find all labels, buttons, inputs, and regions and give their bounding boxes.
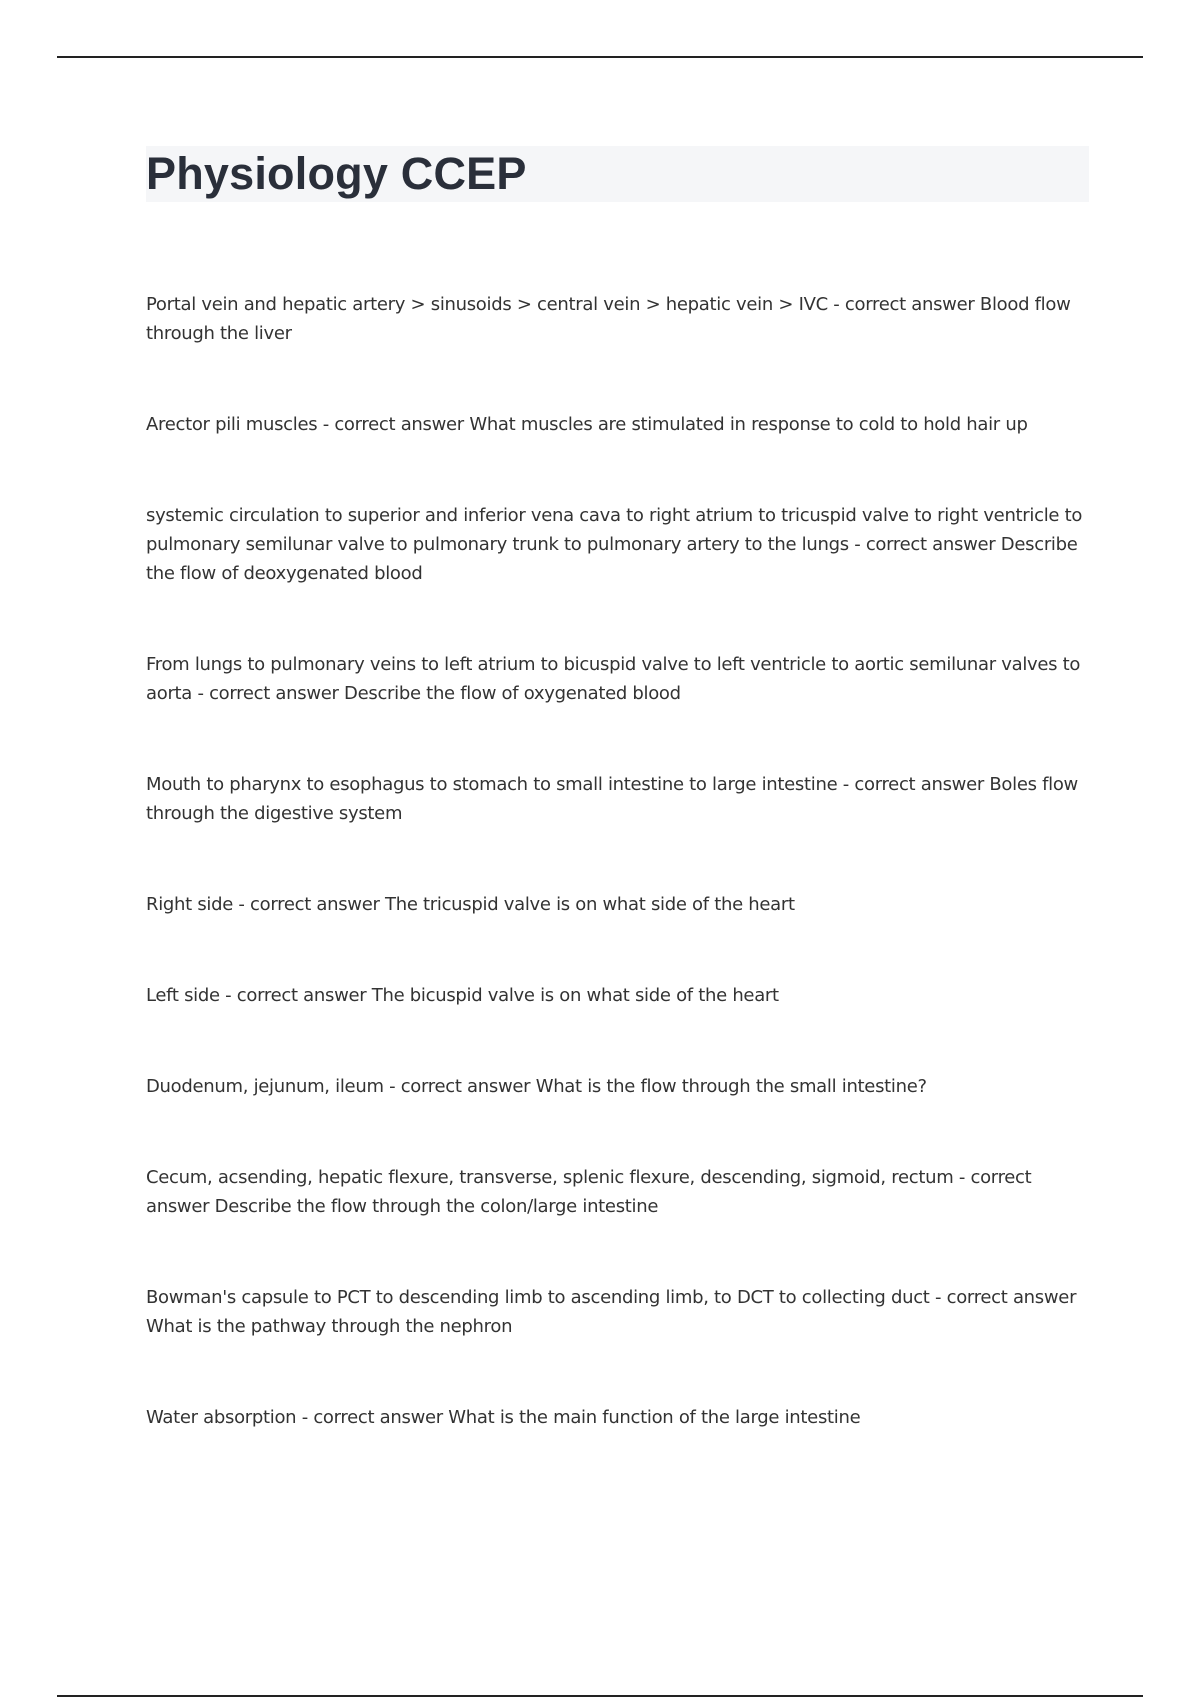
qa-item-digestive-flow: Mouth to pharynx to esophagus to stomach to small intestine to large intestine - correct answer Boles flow through the digestive system bbox=[146, 774, 1078, 824]
qa-item-nephron-pathway: Bowman's capsule to PCT to descending limb to ascending limb, to DCT to collecting duct - correct answer What is the pathway through the nephron bbox=[146, 1287, 1077, 1337]
top-divider bbox=[57, 56, 1143, 58]
qa-item-large-intestine-function: Water absorption - correct answer What is the main function of the large intestine bbox=[146, 1407, 861, 1428]
qa-item-tricuspid-side: Right side - correct answer The tricuspid valve is on what side of the heart bbox=[146, 894, 795, 915]
qa-item-small-intestine: Duodenum, jejunum, ileum - correct answer What is the flow through the small intestine? bbox=[146, 1076, 927, 1097]
bottom-divider bbox=[57, 1695, 1143, 1697]
qa-item-liver-blood-flow: Portal vein and hepatic artery > sinusoids > central vein > hepatic vein > IVC - correct answer Blood flow through the liver bbox=[146, 294, 1071, 344]
qa-item-colon-flow: Cecum, acsending, hepatic flexure, transverse, splenic flexure, descending, sigmoid, rectum - correct answer Describe the flow through the colon/large intestine bbox=[146, 1167, 1032, 1217]
qa-item-deoxygenated-blood: systemic circulation to superior and inferior vena cava to right atrium to tricuspid valve to right ventricle to pulmonary semilunar valve to pulmonary trunk to pulmonary artery to the lungs - correct answer Describe the flow of deoxygenated blood bbox=[146, 505, 1083, 584]
qa-list bbox=[146, 290, 1096, 1432]
qa-item-bicuspid-side: Left side - correct answer The bicuspid valve is on what side of the heart bbox=[146, 985, 779, 1006]
qa-item-arector-pili: Arector pili muscles - correct answer What muscles are stimulated in response to cold to hold hair up bbox=[146, 414, 1028, 435]
qa-item-oxygenated-blood: From lungs to pulmonary veins to left atrium to bicuspid valve to left ventricle to aortic semilunar valves to aorta - correct answer Describe the flow of oxygenated blood bbox=[146, 654, 1081, 704]
page-title: Physiology CCEP bbox=[146, 148, 527, 199]
